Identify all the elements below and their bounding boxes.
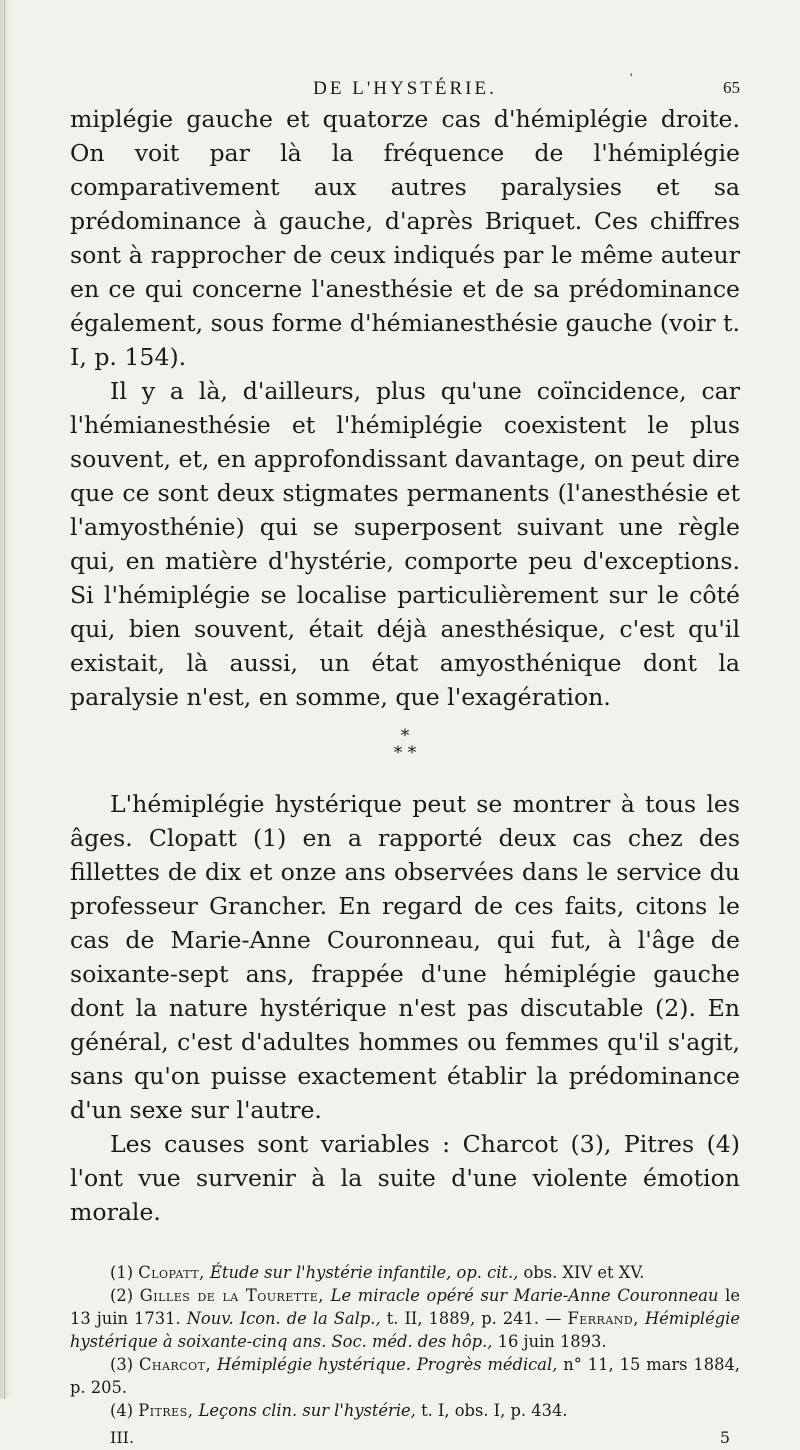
footnotes xyxy=(70,1261,740,1422)
footnote-2: (2) Gilles de la Tourette, Le miracle opéré sur Marie-Anne Couronneau le 13 juin 1731. Nouv. Icon. de la Salp., t. II, 1889, p. 241. — Ferrand, Hémiplégie hystérique à soixante-cinq ans. Soc. méd. des hôp., 16 juin 1893. xyxy=(70,1286,740,1351)
running-title: DE L'HYSTÉRIE. xyxy=(313,78,497,99)
section-separator xyxy=(70,728,740,762)
page-binding-edge xyxy=(0,0,14,1399)
paragraph-3: L'hémiplégie hystérique peut se montrer à tous les âges. Clopatt (1) en a rapporté deux cas chez des fillettes de dix et onze ans observées dans le service du professeur Grancher. En regard de ces faits, citons le cas de Marie-Anne Couronneau, qui fut, à l'âge de soixante-sept ans, frappée d'une hémiplégie gauche dont la nature hystérique n'est pas discutable (2). En général, c'est d'adultes hommes ou femmes qu'il s'agit, sans qu'on puisse exactement établir la prédominance d'un sexe sur l'autre. xyxy=(70,790,740,1124)
binding-line xyxy=(4,0,5,1399)
book-page xyxy=(70,72,740,1450)
running-header xyxy=(70,72,740,102)
footnote-1: (1) Clopatt, Étude sur l'hystérie infantile, op. cit., obs. XIV et XV. xyxy=(110,1263,645,1282)
separator-stars-bottom: * * xyxy=(393,743,417,763)
footnote-4: (4) Pitres, Leçons clin. sur l'hystérie, t. I, obs. I, p. 434. xyxy=(110,1401,568,1420)
paragraph-4: Les causes sont variables : Charcot (3), Pitres (4) l'ont vue survenir à la suite d'une violente émotion morale. xyxy=(70,1130,740,1226)
page-number: 65 xyxy=(723,78,740,97)
body-text xyxy=(70,102,740,1229)
paragraph-2: Il y a là, d'ailleurs, plus qu'une coïncidence, car l'hémianesthésie et l'hémiplégie coexistent le plus souvent, et, en approfondissant davantage, on peut dire que ce sont deux stigmates permanents (l'anesthésie et l'amyosthénie) qui se superposent suivant une règle qui, en matière d'hystérie, comporte peu d'exceptions. Si l'hémiplégie se localise particulièrement sur le côté qui, bien souvent, était déjà anesthésique, c'est qu'il existait, là aussi, un état amyosthénique dont la paralysie n'est, en somme, que l'exagération. xyxy=(70,377,740,711)
signature-line xyxy=(70,1428,740,1450)
header-mark: ' xyxy=(630,70,633,85)
footnote-3: (3) Charcot, Hémiplégie hystérique. Progrès médical, n° 11, 15 mars 1884, p. 205. xyxy=(70,1355,740,1397)
volume-signature: III. xyxy=(110,1428,135,1447)
sheet-signature: 5 xyxy=(719,1428,730,1447)
separator-star-top: * xyxy=(400,726,410,746)
paragraph-1: miplégie gauche et quatorze cas d'hémiplégie droite. On voit par là la fréquence de l'hémiplégie comparativement aux autres paralysies et sa prédominance à gauche, d'après Briquet. Ces chiffres sont à rapprocher de ceux indiqués par le même auteur en ce qui concerne l'anesthésie et de sa prédominance également, sous forme d'hémianesthésie gauche (voir t. I, p. 154). xyxy=(70,105,740,371)
